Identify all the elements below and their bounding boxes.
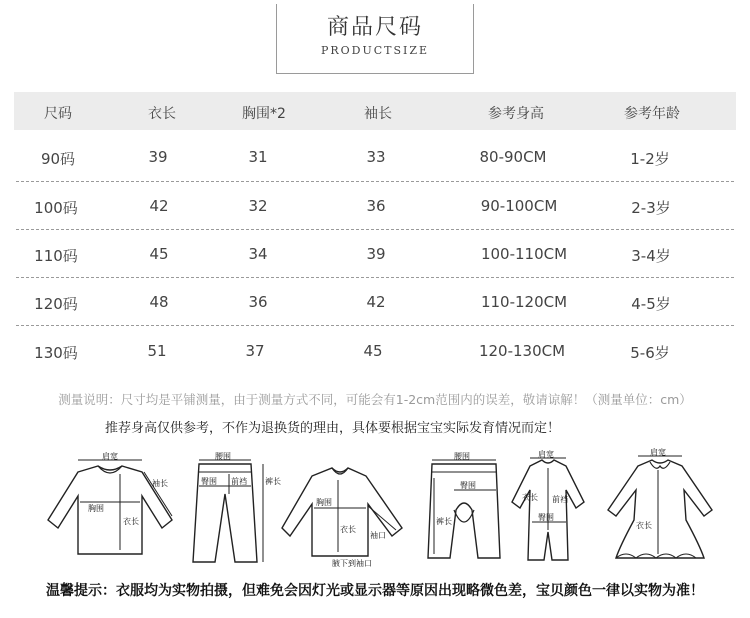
- raglan-top-diagram: [278, 450, 408, 570]
- cell-sleeve: 33: [366, 148, 386, 166]
- cell-chest: 34: [248, 245, 268, 263]
- cell-chest: 37: [245, 342, 265, 360]
- romper-rise-label: 前裆: [552, 495, 568, 504]
- rise-label: 前裆: [231, 477, 247, 486]
- pants-diagram: [185, 450, 281, 570]
- long-sleeve-top-icon: [40, 450, 180, 570]
- raglan-chest-label: 胸围: [316, 498, 332, 507]
- cell-height: 100-110CM: [480, 245, 568, 263]
- cell-chest: 36: [248, 293, 268, 311]
- measurement-diagrams: [0, 450, 750, 570]
- cell-height: 90-100CM: [480, 197, 558, 215]
- row-divider: [16, 229, 734, 230]
- column-header-length: 衣长: [148, 106, 176, 122]
- cell-age: 3-4岁: [631, 247, 671, 265]
- raglan-hem-label: 袖口: [370, 531, 386, 540]
- raglan-length-label: 衣长: [340, 525, 356, 534]
- cell-sleeve: 42: [366, 293, 386, 311]
- recommendation-note: 推荐身高仅供参考，不作为退换货的理由，具体要根据宝宝实际发育情况而定！: [105, 421, 561, 436]
- cell-size: 120码: [34, 295, 78, 313]
- cell-size: 100码: [34, 199, 78, 217]
- dress-diagram: [600, 450, 720, 570]
- cell-height: 110-120CM: [480, 293, 568, 311]
- pants-alt-icon: [420, 450, 510, 570]
- page-title: 商品尺码: [326, 15, 423, 40]
- cell-length: 39: [148, 148, 168, 166]
- dress-length-label: 衣长: [636, 521, 652, 530]
- dress-icon: [600, 450, 720, 570]
- long-sleeve-top-diagram: [40, 450, 180, 570]
- sleeve-label: 袖长: [152, 479, 168, 488]
- row-divider: [16, 325, 734, 326]
- dress-shoulder-label: 肩宽: [650, 448, 666, 457]
- cell-age: 4-5岁: [631, 295, 671, 313]
- cell-length: 48: [149, 293, 169, 311]
- row-divider: [16, 277, 734, 278]
- raglan-note-label: 腋下到袖口: [332, 559, 372, 568]
- cell-height: 120-130CM: [478, 342, 566, 360]
- cell-chest: 31: [248, 148, 268, 166]
- column-header-size: 尺码: [44, 106, 72, 122]
- pants-icon: [185, 450, 281, 570]
- length-label: 衣长: [123, 517, 139, 526]
- cell-age: 2-3岁: [631, 199, 671, 217]
- cell-size: 90码: [40, 150, 76, 168]
- romper-diagram: [508, 450, 588, 570]
- cell-sleeve: 45: [363, 342, 383, 360]
- cell-size: 130码: [34, 344, 78, 362]
- pants-alt-waist-label: 腰围: [454, 452, 470, 461]
- cell-length: 42: [149, 197, 169, 215]
- cell-length: 45: [149, 245, 169, 263]
- cell-sleeve: 39: [366, 245, 386, 263]
- romper-length-label: 衣长: [522, 493, 538, 502]
- raglan-top-icon: [278, 450, 408, 570]
- cell-sleeve: 36: [366, 197, 386, 215]
- romper-icon: [508, 450, 588, 570]
- pants-alt-length-label: 裤长: [436, 517, 452, 526]
- romper-hip-label: 臀围: [538, 513, 554, 522]
- pants-alt-diagram: [420, 450, 510, 570]
- column-header-height: 参考身高: [488, 106, 544, 122]
- cell-length: 51: [147, 342, 167, 360]
- cell-size: 110码: [34, 247, 78, 265]
- column-header-age: 参考年龄: [624, 106, 680, 122]
- cell-age: 5-6岁: [630, 344, 670, 362]
- footer-tip: 温馨提示：衣服均为实物拍摄，但难免会因灯光或显示器等原因出现略微色差，宝贝颜色一律以实物为准！: [46, 583, 704, 599]
- page-subtitle: PRODUCTSIZE: [320, 44, 430, 57]
- column-header-chest: 胸围*2: [242, 106, 286, 122]
- column-header-sleeve: 袖长: [364, 106, 392, 122]
- waist-label: 腰围: [215, 452, 231, 461]
- cell-chest: 32: [248, 197, 268, 215]
- pants-alt-hip-label: 臀围: [460, 481, 476, 490]
- pants-length-label: 裤长: [265, 477, 281, 486]
- hip-label: 臀围: [201, 477, 217, 486]
- cell-height: 80-90CM: [479, 148, 547, 166]
- romper-shoulder-label: 肩宽: [538, 450, 554, 459]
- chest-label: 胸围: [88, 504, 104, 513]
- row-divider: [16, 181, 734, 182]
- cell-age: 1-2岁: [630, 150, 670, 168]
- measurement-note: 测量说明：尺寸均是平铺测量，由于测量方式不同，可能会有1-2cm范围内的误差，敬请谅解！（测量单位：cm）: [58, 392, 692, 407]
- shoulder-label: 肩宽: [102, 452, 118, 461]
